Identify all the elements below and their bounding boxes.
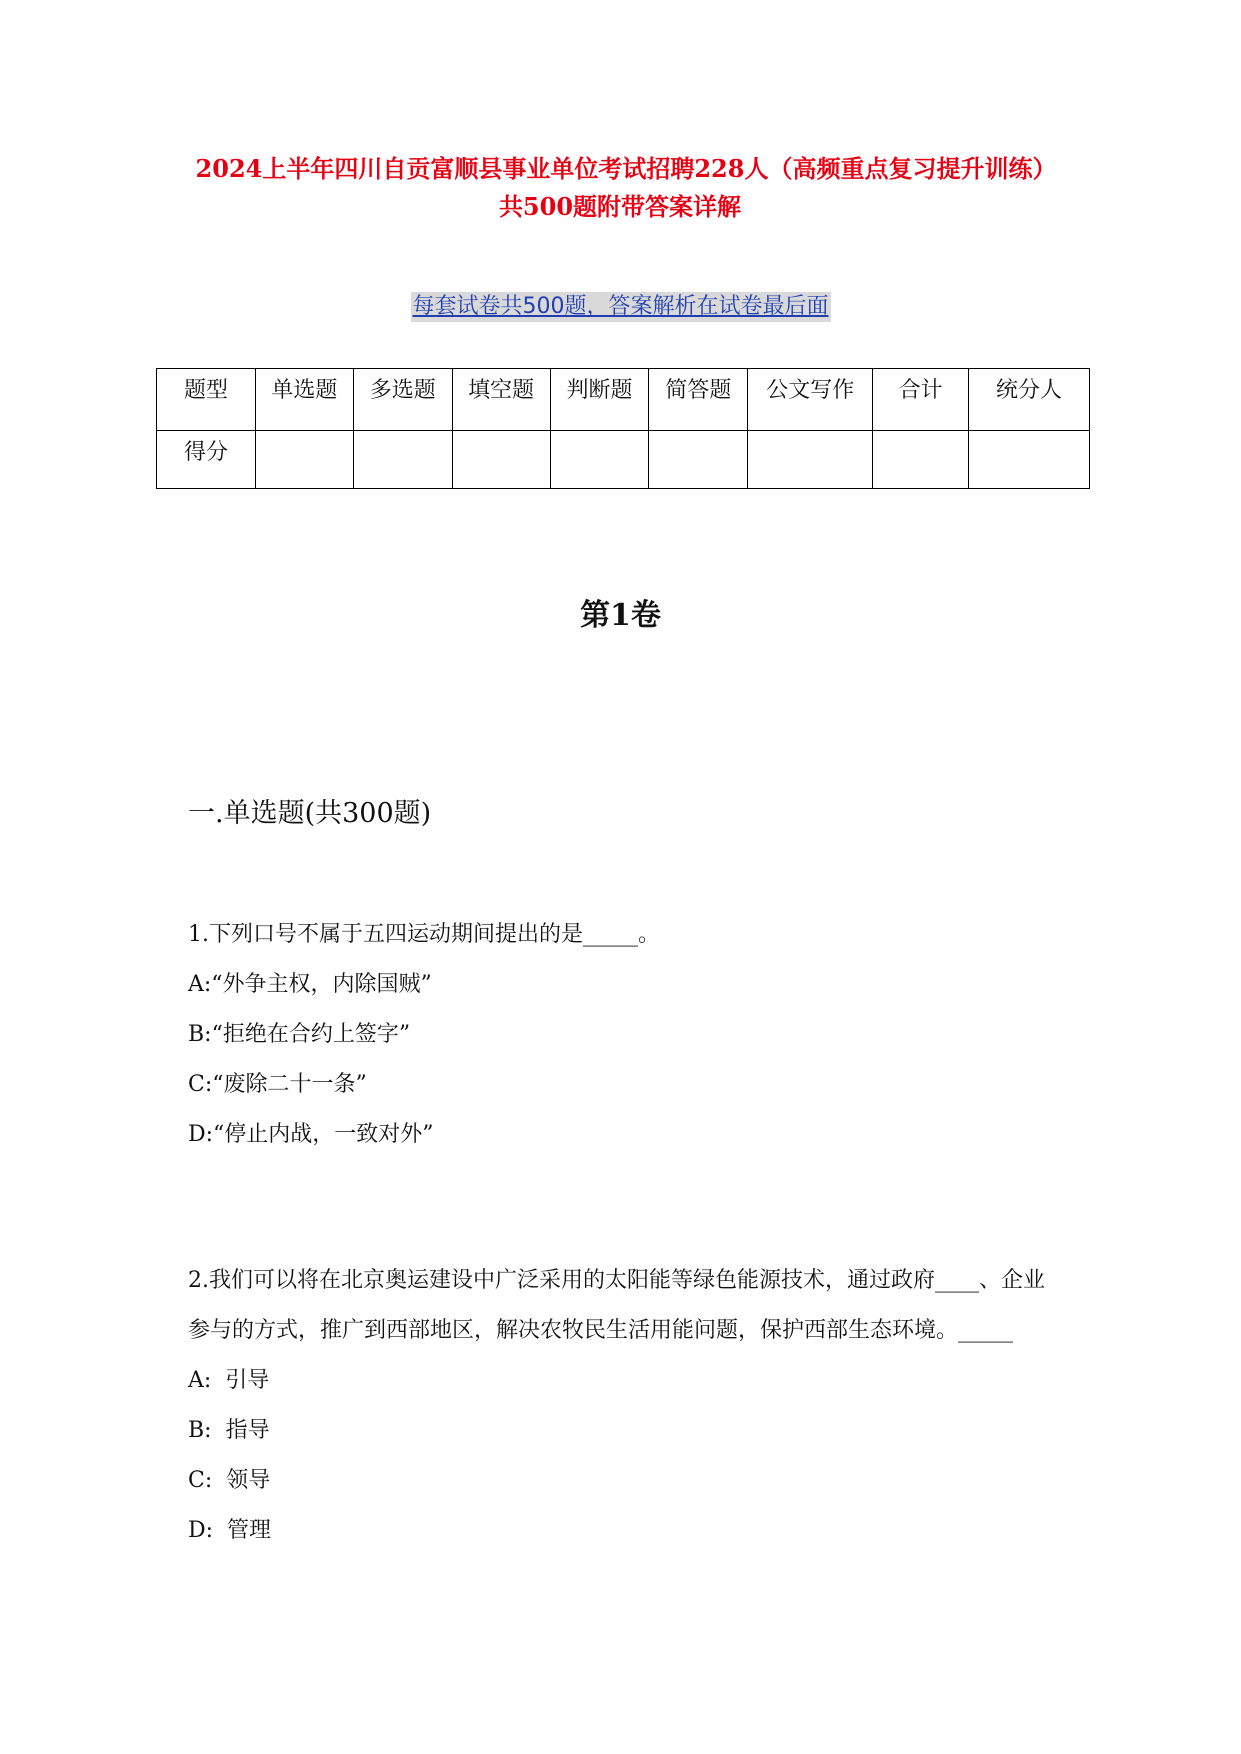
score-cell[interactable] (550, 431, 649, 489)
option-b[interactable]: B: 指导 (188, 1418, 270, 1443)
header-cell: 填空题 (452, 369, 550, 431)
question-stem: 1.下列口号不属于五四运动期间提出的是_____。 (188, 922, 660, 947)
header-cell: 题型 (157, 369, 256, 431)
header-cell: 公文写作 (748, 369, 873, 431)
score-cell[interactable] (649, 431, 748, 489)
score-cell[interactable] (873, 431, 969, 489)
header-cell: 多选题 (353, 369, 452, 431)
question-2 (188, 1256, 1058, 1556)
document-title: 2024上半年四川自贡富顺县事业单位考试招聘228人（高频重点复习提升训练）共500题附带答案详解 (195, 154, 1045, 221)
volume-title: 第1卷 (580, 598, 661, 633)
score-cell[interactable] (255, 431, 353, 489)
option-c[interactable]: C: 领导 (188, 1468, 271, 1493)
option-c[interactable]: C:“废除二十一条” (188, 1072, 367, 1097)
notice-link[interactable]: 每套试卷共500题，答案解析在试卷最后面 (411, 292, 831, 322)
option-d[interactable]: D: 管理 (188, 1518, 272, 1543)
notice-container (0, 292, 1241, 322)
score-cell[interactable] (748, 431, 873, 489)
header-cell: 统分人 (969, 369, 1090, 431)
score-table-score-row (157, 431, 1090, 489)
score-row-label: 得分 (157, 431, 256, 489)
option-b[interactable]: B:“拒绝在合约上签字” (188, 1022, 411, 1047)
question-stem: 2.我们可以将在北京奥运建设中广泛采用的太阳能等绿色能源技术，通过政府____、企业参与的方式，推广到西部地区，解决农牧民生活用能问题，保护西部生态环境。_____ (188, 1268, 1045, 1343)
header-cell: 合计 (873, 369, 969, 431)
score-cell[interactable] (969, 431, 1090, 489)
question-1 (188, 910, 1058, 1160)
option-a[interactable]: A:“外争主权，内除国贼” (188, 972, 432, 997)
section-title: 一.单选题(共300题) (188, 798, 432, 829)
header-cell: 单选题 (255, 369, 353, 431)
header-cell: 简答题 (649, 369, 748, 431)
score-cell[interactable] (353, 431, 452, 489)
score-cell[interactable] (452, 431, 550, 489)
option-a[interactable]: A: 引导 (188, 1368, 270, 1393)
score-table (156, 368, 1090, 489)
option-d[interactable]: D:“停止内战，一致对外” (188, 1122, 434, 1147)
header-cell: 判断题 (550, 369, 649, 431)
score-table-header-row (157, 369, 1090, 431)
